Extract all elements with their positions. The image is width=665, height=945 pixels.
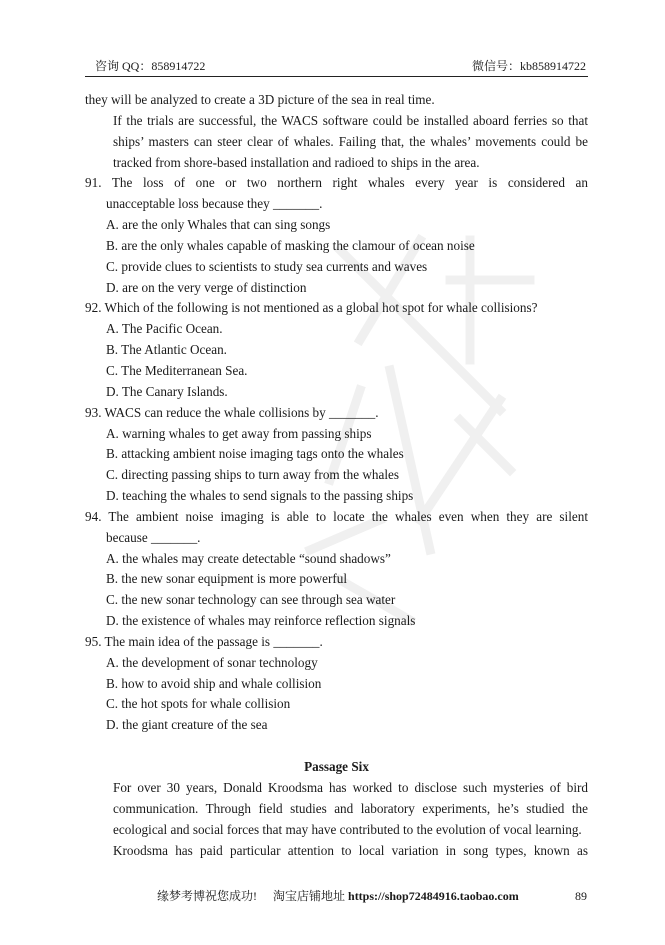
page-header <box>85 57 588 77</box>
option-b[interactable]: B. the new sonar equipment is more powerful <box>106 571 347 587</box>
option-a[interactable]: A. warning whales to get away from passing ships <box>106 425 372 441</box>
question-number: 91. <box>85 175 102 191</box>
option-b[interactable]: B. attacking ambient noise imaging tags onto the whales <box>106 446 404 462</box>
question-92 <box>85 298 588 402</box>
question-stem-text: The main idea of the passage is _______. <box>104 633 323 649</box>
option-c[interactable]: C. the hot spots for whale collision <box>106 696 291 712</box>
question-93 <box>85 403 588 507</box>
question-number: 93. <box>85 404 102 420</box>
option-d[interactable]: D. the giant creature of the sea <box>106 717 268 733</box>
option-a[interactable]: A. the development of sonar technology <box>106 654 318 670</box>
option-a[interactable]: A. the whales may create detectable “sound shadows” <box>106 550 391 566</box>
passage-six-paragraph-2: Kroodsma has paid particular attention to local variation in song types, known as <box>113 842 588 858</box>
question-stem-cont: unacceptable loss because they _______. <box>106 196 323 212</box>
option-b[interactable]: B. how to avoid ship and whale collision <box>106 675 322 691</box>
section-gap <box>85 736 588 757</box>
page-number: 89 <box>575 889 587 903</box>
footer-shop <box>273 887 519 905</box>
option-c[interactable]: C. The Mediterranean Sea. <box>106 362 248 378</box>
question-number: 94. <box>85 508 102 524</box>
question-stem-text: The ambient noise imaging is able to locate the whales even when they are silent <box>108 508 588 524</box>
option-d[interactable]: D. the existence of whales may reinforce reflection signals <box>106 613 416 629</box>
option-d[interactable]: D. The Canary Islands. <box>106 383 228 399</box>
passage-six-paragraph-1: For over 30 years, Donald Kroodsma has worked to disclose such mysteries of bird communication. Through field studies and laboratory experiments, he’s studied the ecological and social forces that may have contributed to the evolution of vocal learning. <box>113 780 588 837</box>
question-number: 92. <box>85 300 102 316</box>
option-b[interactable]: B. The Atlantic Ocean. <box>106 342 227 358</box>
page-body <box>85 90 588 861</box>
question-stem <box>85 298 588 319</box>
header-wechat-contact: 微信号：kb858914722 <box>471 59 586 73</box>
question-stem-text: Which of the following is not mentioned as a global hot spot for whale collisions? <box>104 300 538 316</box>
option-a[interactable]: A. are the only Whales that can sing songs <box>106 217 331 233</box>
question-94 <box>85 507 588 632</box>
question-stem-cont: because _______. <box>106 529 201 545</box>
option-d[interactable]: D. teaching the whales to send signals to the passing ships <box>106 488 414 504</box>
question-stem <box>85 632 588 653</box>
passage-paragraph: If the trials are successful, the WACS software could be installed aboard ferries so that ships’ masters can steer clear of whales. Failing that, the whales’ movements could be tracked from shore-based installation and radioed to ships in the area. <box>113 112 588 170</box>
option-c[interactable]: C. the new sonar technology can see through sea water <box>106 592 396 608</box>
footer-shop-label: 淘宝店铺地址 <box>273 889 346 903</box>
passage-six-title: Passage Six <box>304 759 369 775</box>
option-d[interactable]: D. are on the very verge of distinction <box>106 279 307 295</box>
question-stem-text: The loss of one or two northern right whales every year is considered an <box>111 175 588 191</box>
question-stem <box>85 507 588 528</box>
passage-line: they will be analyzed to create a 3D picture of the sea in real time. <box>85 92 435 107</box>
question-number: 95. <box>85 633 102 649</box>
option-b[interactable]: B. are the only whales capable of masking the clamour of ocean noise <box>106 237 475 253</box>
footer-slogan: 缘梦考博祝您成功! <box>157 889 257 903</box>
option-a[interactable]: A. The Pacific Ocean. <box>106 321 223 337</box>
option-c[interactable]: C. directing passing ships to turn away from the whales <box>106 467 400 483</box>
question-91 <box>85 173 588 298</box>
question-95 <box>85 632 588 736</box>
question-stem-text: WACS can reduce the whale collisions by _______. <box>104 404 379 420</box>
question-stem <box>85 403 588 424</box>
footer-shop-url[interactable]: https://shop72484916.taobao.com <box>348 889 519 903</box>
page-footer <box>0 887 665 905</box>
header-qq-contact: 咨询 QQ：858914722 <box>95 59 206 73</box>
question-stem <box>85 173 588 194</box>
option-c[interactable]: C. provide clues to scientists to study sea currents and waves <box>106 258 428 274</box>
